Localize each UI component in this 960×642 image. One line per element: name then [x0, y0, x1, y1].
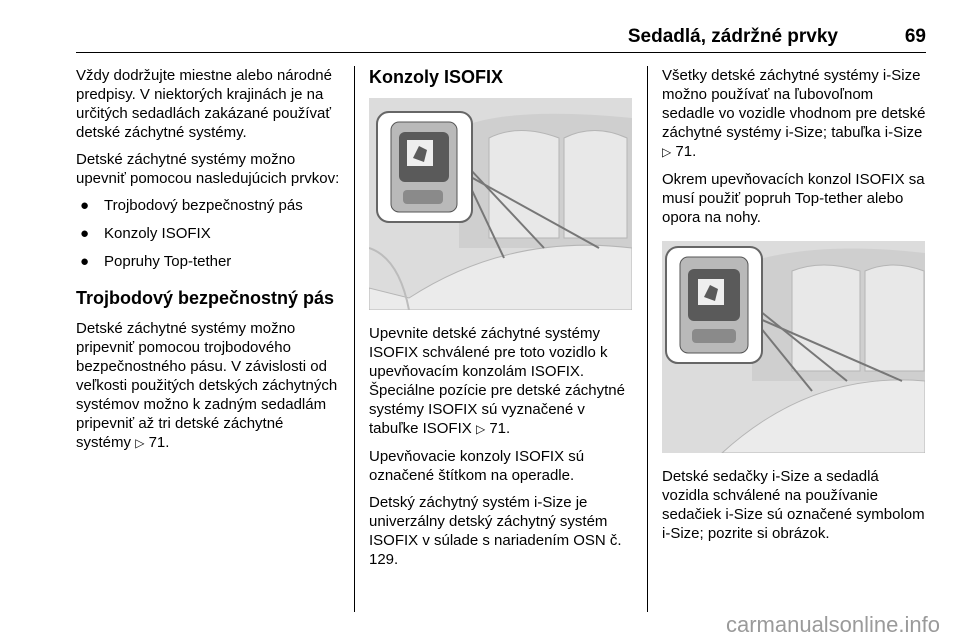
- section-heading: Konzoly ISOFIX: [369, 67, 504, 87]
- list-item-text: Popruhy Top-tether: [104, 253, 232, 270]
- bullet-icon: ●: [80, 197, 90, 214]
- page-number: 69: [904, 26, 926, 47]
- paragraph: [662, 66, 928, 162]
- list-item-text: Konzoly ISOFIX: [104, 225, 211, 242]
- paragraph: Vždy dodržujte miestne alebo národné predpisy. V niektorých krajinách je na určitých sedadlách zakázané používať detské záchytné systémy.: [76, 67, 332, 141]
- bullet-list: [76, 196, 342, 271]
- paragraph: Detské záchytné systémy možno upevniť pomocou nasledujúcich prvkov:: [76, 151, 340, 187]
- isofix-figure: [369, 98, 632, 310]
- page-reference-link[interactable]: [662, 143, 696, 160]
- list-item-text: Trojbodový bezpečnostný pás: [104, 197, 303, 214]
- paragraph: Detský záchytný systém i-Size je univerzálny detský záchytný systém ISOFIX v súlade s nariadením OSN č. 129.: [369, 494, 622, 568]
- paragraph-text: Všetky detské záchytné systémy i-Size možno používať na ľubovoľnom sedadle vo vozidle vhodnom pre detské záchytné systémy i-Size; tabuľka i-Size: [662, 67, 926, 141]
- reference-arrow-icon: ▷: [135, 436, 145, 450]
- header-rule: [76, 52, 926, 53]
- page-reference-link[interactable]: [135, 434, 169, 451]
- paragraph-text: Detské záchytné systémy možno pripevniť pomocou trojbodového bezpečnostného pásu. V závislosti od veľkosti použitých detských záchytných systémov možno k zadným sedadlám pripevniť až tri detské záchytné systémy: [76, 320, 338, 451]
- paragraph: Upevňovacie konzoly ISOFIX sú označené štítkom na operadle.: [369, 448, 585, 484]
- reference-arrow-icon: ▷: [662, 145, 672, 159]
- paragraph: Okrem upevňovacích konzol ISOFIX sa musí použiť popruh Top-tether alebo opora na nohy.: [662, 171, 925, 226]
- page-reference-number: 71.: [489, 420, 511, 437]
- list-item: [76, 224, 342, 243]
- section-heading: Trojbodový bezpečnostný pás: [76, 288, 335, 308]
- paragraph: [76, 319, 342, 453]
- isofix-seat-illustration: [369, 98, 632, 310]
- page-reference-link[interactable]: [476, 420, 510, 437]
- column-divider: [647, 66, 648, 612]
- bullet-icon: ●: [80, 253, 90, 270]
- isize-figure: [662, 241, 925, 453]
- bullet-icon: ●: [80, 225, 90, 242]
- page-header-title: Sedadlá, zádržné prvky: [627, 26, 838, 47]
- page-header: [76, 26, 926, 56]
- watermark: carmanualsonline.info: [725, 612, 940, 637]
- paragraph: Detské sedačky i-Size a sedadlá vozidla schválené na používanie sedačiek i-Size sú označené symbolom i-Size; pozrite si obrázok.: [662, 468, 925, 542]
- page-reference-number: 71.: [675, 143, 697, 160]
- isize-seat-illustration: [662, 241, 925, 453]
- column-divider: [354, 66, 355, 612]
- paragraph: [369, 324, 635, 439]
- column-1: [76, 66, 342, 461]
- column-3: [662, 66, 928, 551]
- column-2: [369, 66, 635, 577]
- paragraph-text: Upevnite detské záchytné systémy ISOFIX schválené pre toto vozidlo k upevňovacím konzolám ISOFIX. Špeciálne pozície pre detské záchytné systémy ISOFIX sú vyznačené v tabuľke ISOFIX: [369, 325, 625, 437]
- page-reference-number: 71.: [148, 434, 170, 451]
- reference-arrow-icon: ▷: [475, 422, 486, 436]
- list-item: [76, 252, 342, 271]
- list-item: [76, 196, 342, 215]
